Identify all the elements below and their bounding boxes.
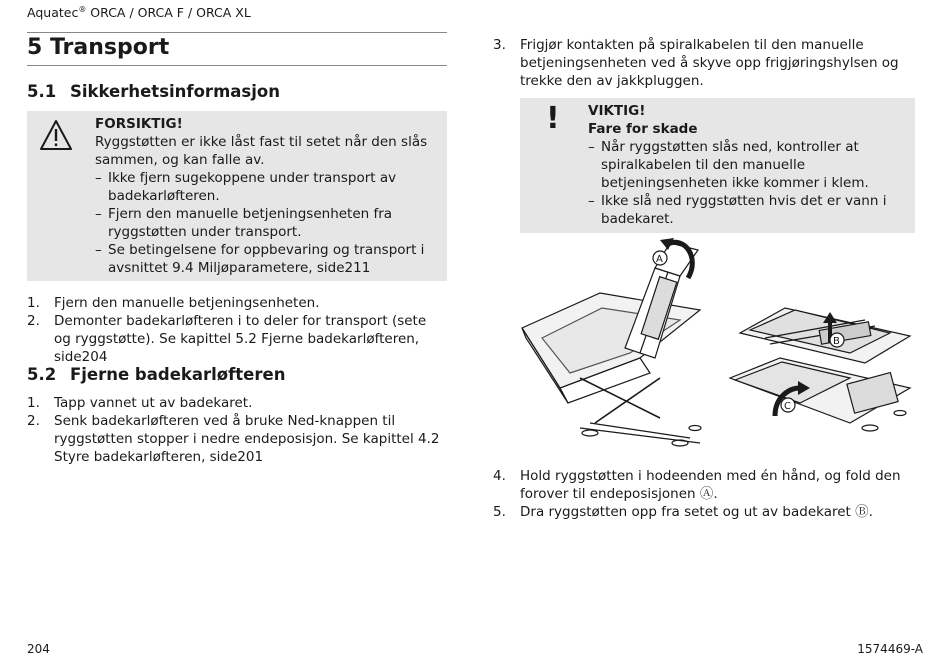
step-3 [493,36,908,90]
chapter-title: 5 Transport [27,35,170,60]
label-a: A [656,254,663,265]
exclamation-icon: ! [546,101,560,136]
brand: Aquatec [27,5,79,21]
section-title: Fjerne badekarløfteren [70,365,286,384]
section-number: 5.1 [27,82,57,101]
registered-mark: ® [78,5,87,14]
caution-title: FORSIKTIG! [95,116,183,132]
page-number: 204 [27,642,50,656]
list-item: 3. Frigjør kontakten på spiralkabelen til den manuelle betjeningsenheten ved å skyve opp frigjøringshylsen og trekke den av jakkpluggen. [493,37,899,89]
important-item: – Ikke slå ned ryggstøtten hvis det er vann i badekaret. [588,193,887,227]
list-item: 2. Demonter badekarløfteren i to deler for transport (sete og ryggstøtte). Se kapittel 5.2 Fjerne badekarløfteren, side204 [27,313,427,365]
label-b: B [833,336,840,347]
chapter-rule-top [27,32,447,33]
section-heading-5-1 [27,82,280,101]
steps-4-5 [493,467,908,521]
list-item: 1. Tapp vannet ut av badekaret. [27,395,253,411]
section-title: Sikkerhetsinformasjon [70,82,280,101]
important-box [520,98,915,233]
section-heading-5-2 [27,365,285,384]
caution-box [27,111,447,281]
section-number: 5.2 [27,365,57,384]
section1-steps [27,294,447,366]
bath-lift-illustration [520,238,915,458]
list-item: 4. Hold ryggstøtten i hodeenden med én hånd, og fold den forover til endeposisjonen Ⓐ. [493,468,901,502]
list-item: 5. Dra ryggstøtten opp fra setet og ut av badekaret Ⓑ. [493,504,873,520]
important-item: – Når ryggstøtten slås ned, kontroller at spiralkabelen til den manuelle betjeningsenheten ikke kommer i klem. [588,139,869,191]
list-item: 1. Fjern den manuelle betjeningsenheten. [27,295,320,311]
label-c: C [784,401,791,412]
caution-item: – Se betingelsene for oppbevaring og transport i avsnittet 9.4 Miljøparametere, side211 [95,242,425,276]
warning-triangle-icon [39,119,73,151]
important-subtitle: Fare for skade [588,121,698,137]
caution-item: – Ikke fjern sugekoppene under transport av badekarløfteren. [95,170,397,204]
caution-text: Ryggstøtten er ikke låst fast til setet når den slås sammen, og kan falle av. [95,134,428,168]
caution-item: – Fjern den manuelle betjeningsenheten fra ryggstøtten under transport. [95,206,393,240]
chapter-rule-bottom [27,65,447,66]
page-header [27,5,251,20]
models: ORCA / ORCA F / ORCA XL [86,5,251,21]
document-number: 1574469-A [857,642,923,656]
section2-steps [27,394,447,466]
important-title: VIKTIG! [588,103,646,119]
list-item: 2. Senk badekarløfteren ved å bruke Ned-knappen til ryggstøtten stopper i nedre endeposisjon. Se kapittel 4.2 Styre badekarløfteren, side201 [27,413,440,465]
